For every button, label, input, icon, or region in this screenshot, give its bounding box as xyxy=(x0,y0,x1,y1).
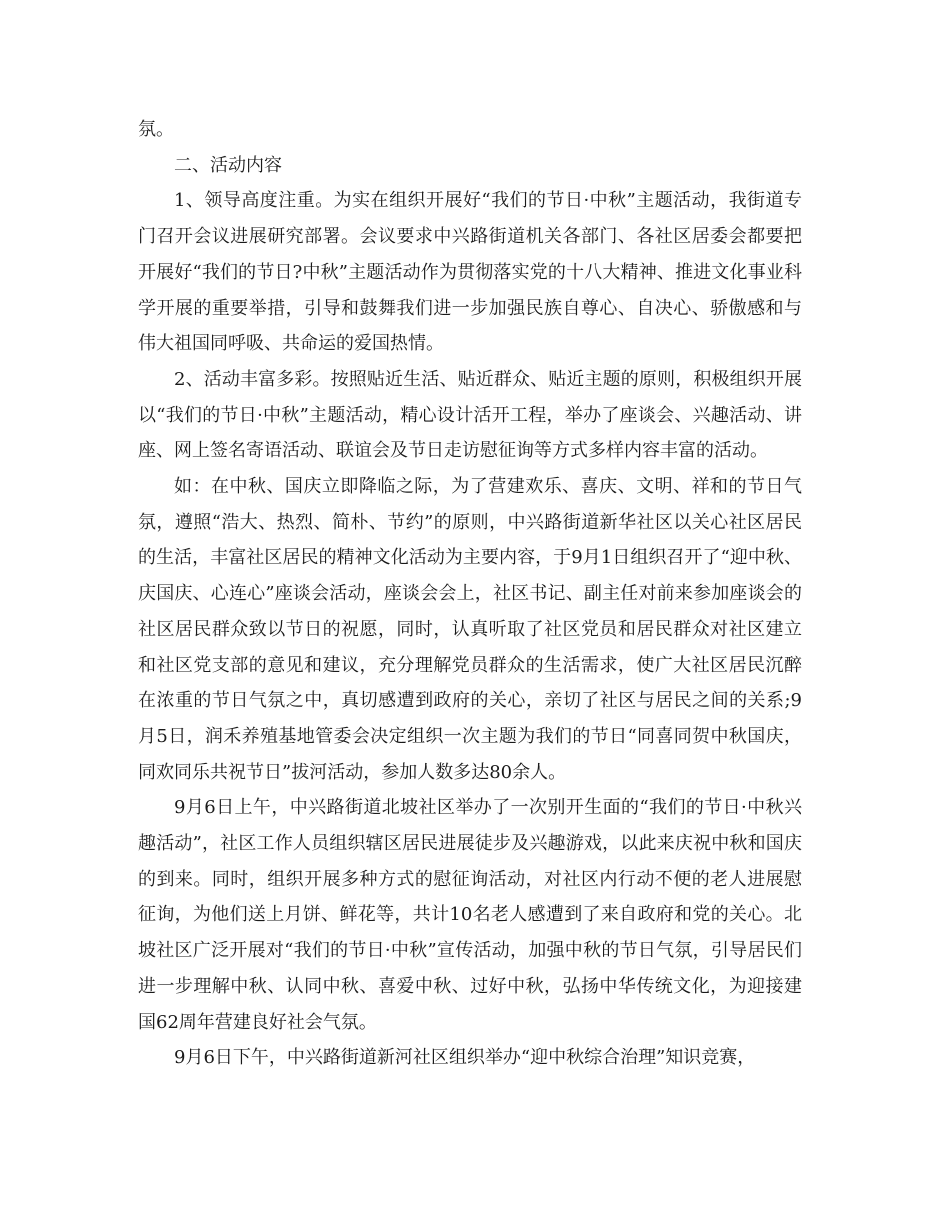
paragraph-activities: 2、活动丰富多彩。按照贴近生活、贴近群众、贴近主题的原则，积极组织开展以“我们的节日·中秋”主题活动，精心设计活开工程，举办了座谈会、兴趣活动、讲座、网上签名寄语活动、联谊会及节日走访慰征询等方式多样内容丰富的活动。 xyxy=(138,368,802,462)
section-heading-activity-content: 二、活动内容 xyxy=(174,154,282,176)
paragraph-leadership: 1、领导高度注重。为实在组织开展好“我们的节日·中秋”主题活动，我街道专门召开会议进展研究部署。会议要求中兴路街道机关各部门、各社区居委会都要把开展好“我们的节日?中秋”主题活动作为贯彻落实党的十八大精神、推进文化事业科学开展的重要举措，引导和鼓舞我们进一步加强民族自尊心、自决心、骄傲感和与伟大祖国同呼吸、共命运的爱国热情。 xyxy=(138,190,802,355)
paragraph-beipo: 9月6日上午，中兴路街道北坡社区举办了一次别开生面的“我们的节日·中秋兴趣活动”，社区工作人员组织辖区居民进展徒步及兴趣游戏，以此来庆祝中秋和国庆的到来。同时，组织开展多种方式的慰征询活动，对社区内行动不便的老人进展慰征询，为他们送上月饼、鲜花等，共计10名老人感遭到了来自政府和党的关心。北坡社区广泛开展对“我们的节日·中秋”宣传活动，加强中秋的节日气氛，引导居民们进一步理解中秋、认同中秋、喜爱中秋、过好中秋，弘扬中华传统文化，为迎接建国62周年营建良好社会气氛。 xyxy=(138,797,802,1033)
document-body xyxy=(138,112,802,1076)
paragraph-example-xinhua: 如：在中秋、国庆立即降临之际，为了营建欢乐、喜庆、文明、祥和的节日气氛，遵照“浩大、热烈、简朴、节约”的原则，中兴路街道新华社区以关心社区居民的生活，丰富社区居民的精神文化活动为主要内容，于9月1日组织召开了“迎中秋、庆国庆、心连心”座谈会活动，座谈会会上，社区书记、副主任对前来参加座谈会的社区居民群众致以节日的祝愿，同时，认真听取了社区党员和居民群众对社区建立和社区党支部的意见和建议，充分理解党员群众的生活需求，使广大社区居民沉醉在浓重的节日气氛之中，真切感遭到政府的关心，亲切了社区与居民之间的关系;9月5日，润禾养殖基地管委会决定组织一次主题为我们的节日“同喜同贺中秋国庆，同欢同乐共祝节日”拔河活动，参加人数多达80余人。 xyxy=(138,476,802,783)
paragraph-xinhe: 9月6日下午，中兴路街道新河社区组织举办“迎中秋综合治理”知识竞赛， xyxy=(174,1047,756,1069)
paragraph-continuation: 氛。 xyxy=(138,119,174,140)
